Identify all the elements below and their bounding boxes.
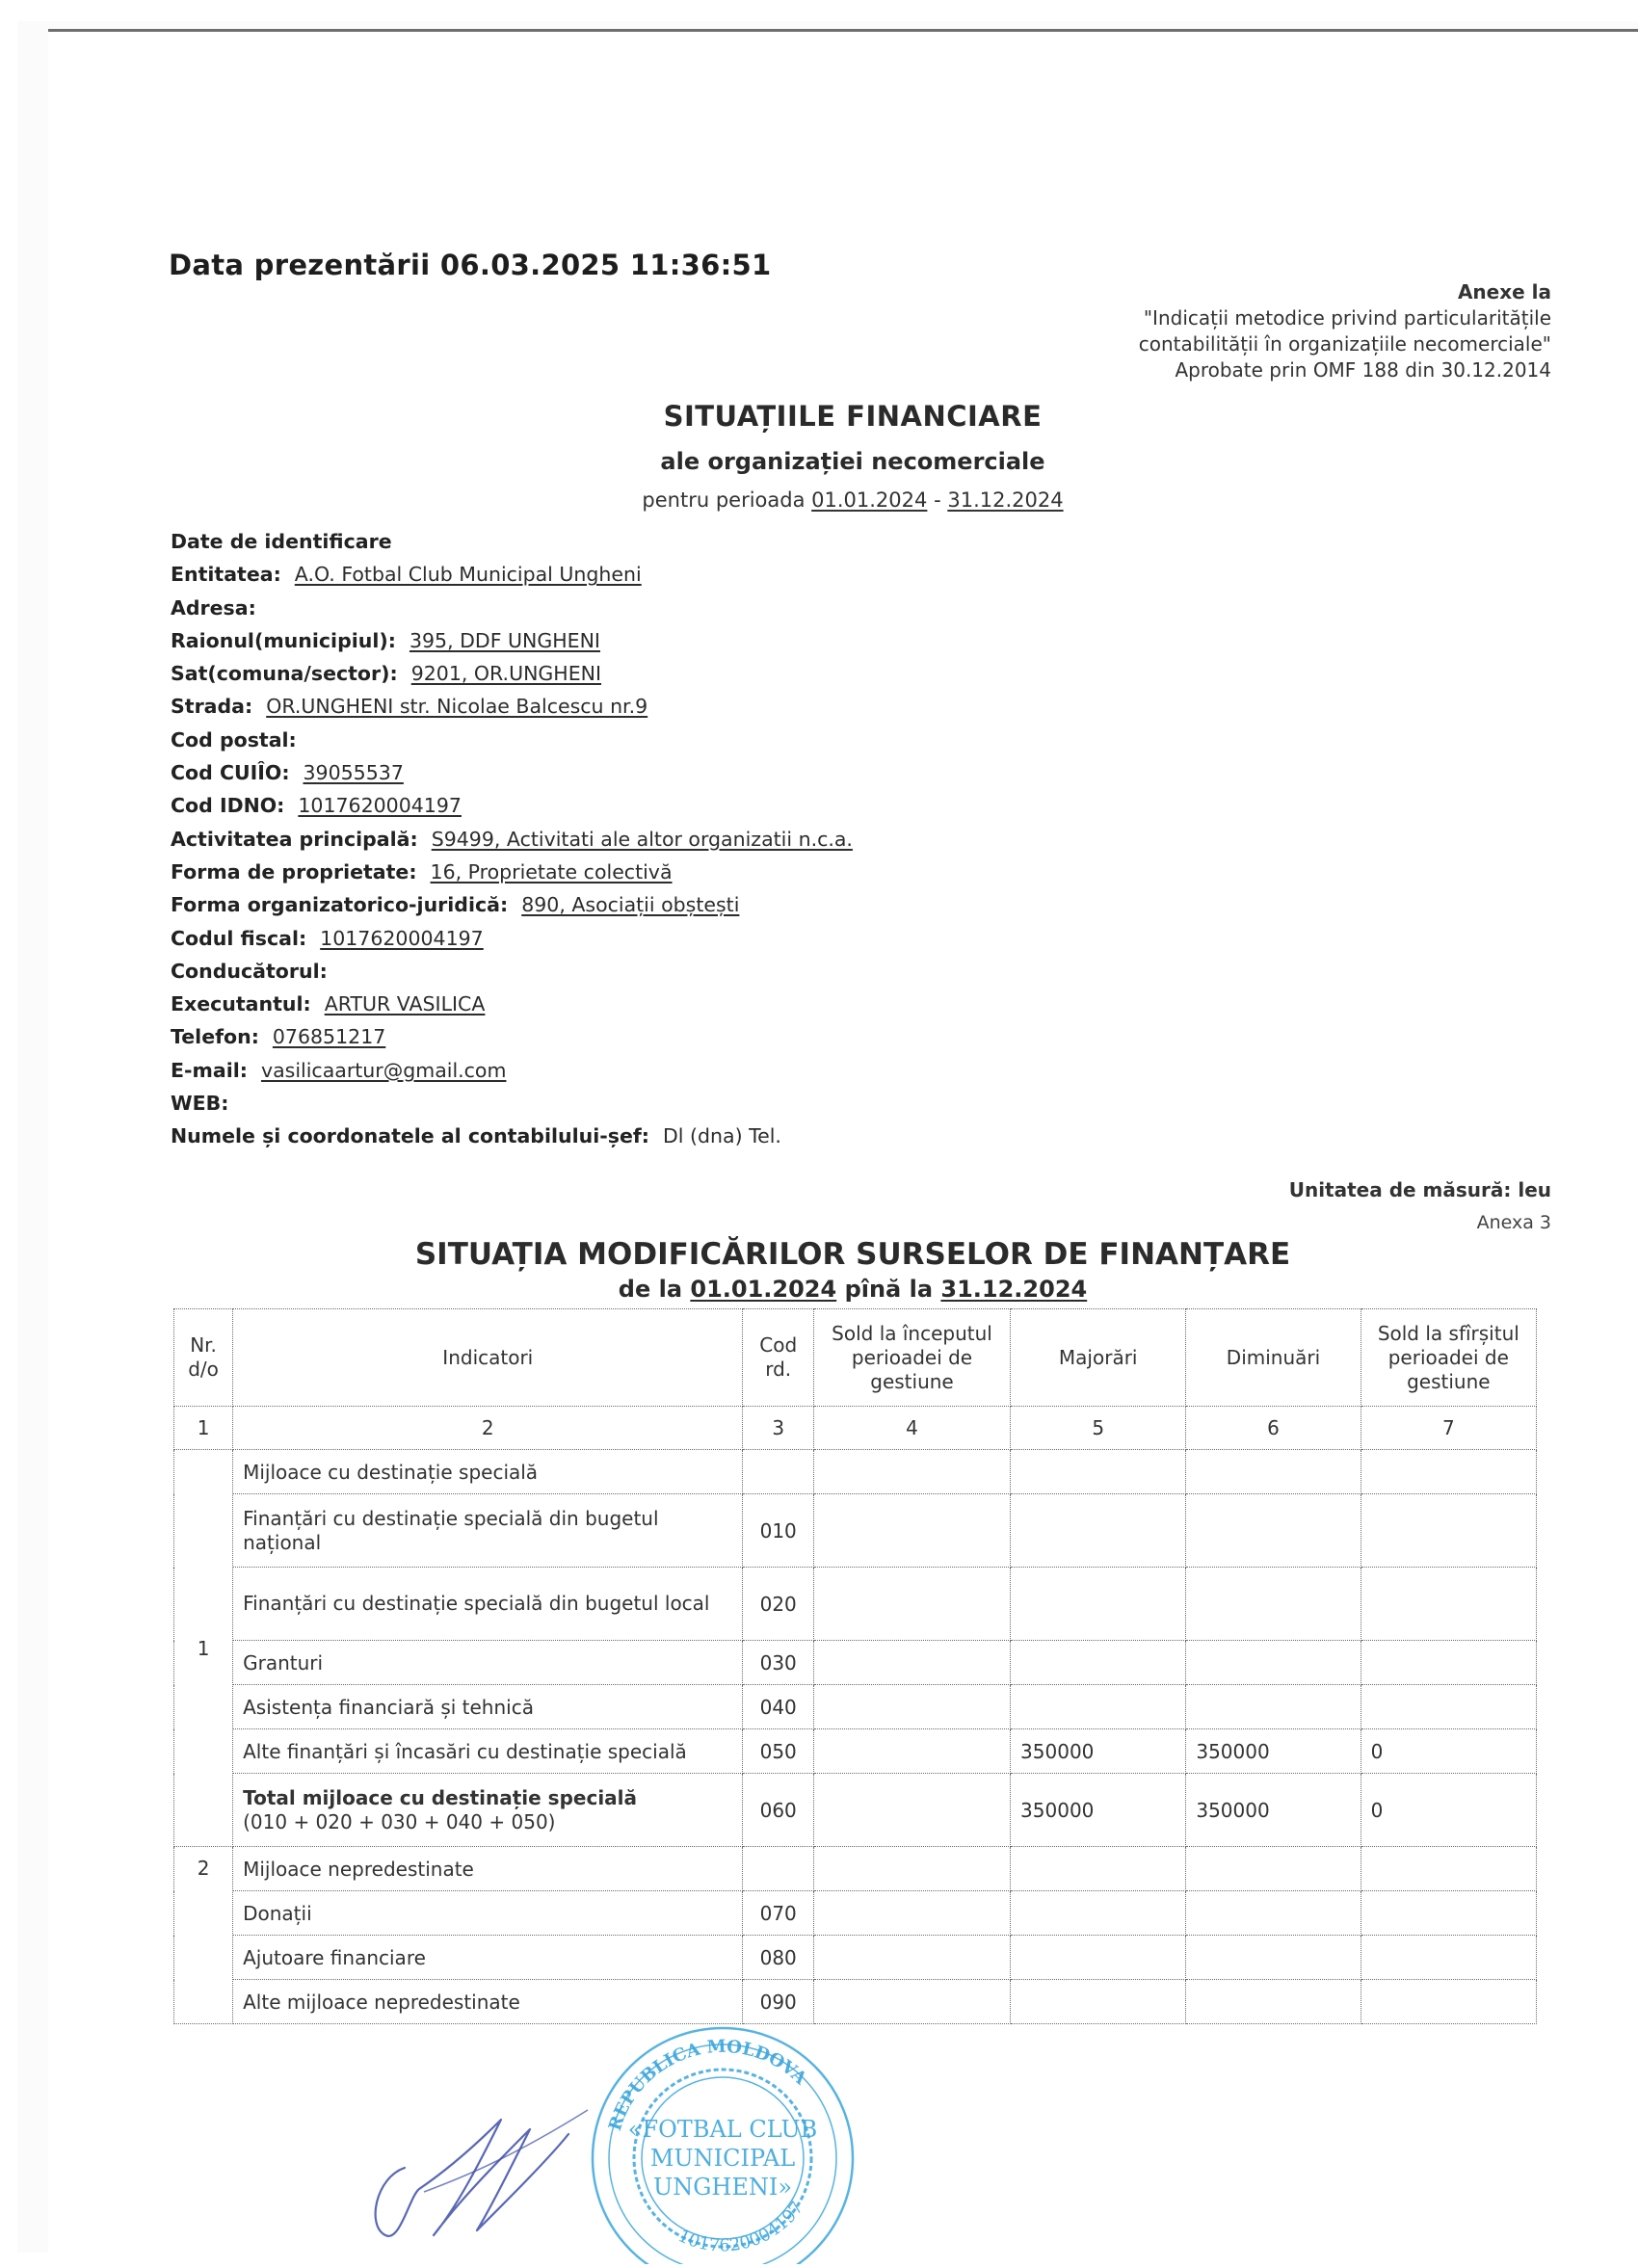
total-formula: (010 + 020 + 030 + 040 + 050)	[243, 1809, 556, 1833]
field-phone: Telefon: 076851217	[171, 1025, 386, 1049]
field-director: Conducătorul:	[171, 959, 328, 983]
document-subtitle: ale organizației necomerciale	[660, 448, 1045, 475]
financing-sources-table	[173, 1308, 1537, 2024]
reporting-period: pentru perioada 01.01.2024 - 31.12.2024	[642, 488, 1064, 512]
annex-title: Anexe la	[1457, 280, 1551, 303]
col-header-nr: Nr. d/o	[174, 1309, 233, 1407]
period-start: 01.01.2024	[811, 488, 928, 512]
table-row: Asistența financiară și tehnică 040	[174, 1685, 1537, 1729]
increases-value: 350000	[1011, 1729, 1186, 1774]
field-entity: Entitatea: A.O. Fotbal Club Municipal Ungheni	[171, 563, 642, 587]
table-row: Finanțări cu destinație specială din bugetul local 020	[174, 1568, 1537, 1641]
document-title: SITUAȚIILE FINANCIARE	[663, 400, 1043, 433]
col-header-opening-balance: Sold la începutul perioadei de gestiune	[813, 1309, 1010, 1407]
total-label: Total mijloace cu destinație specială	[243, 1785, 638, 1809]
decreases-value: 350000	[1186, 1729, 1361, 1774]
annex-reference	[1139, 279, 1551, 383]
field-ownership-form: Forma de proprietate: 16, Proprietate colectivă	[171, 859, 673, 883]
unit-of-measure: Unitatea de măsură: leu	[1288, 1178, 1551, 1201]
field-main-activity: Activitatea principală: S9499, Activitati ale altor organizatii n.c.a.	[171, 827, 853, 851]
section-heading: Mijloace nepredestinate	[233, 1847, 743, 1891]
field-cuiio: Cod CUIÎO: 39055537	[171, 761, 404, 785]
field-postal-code: Cod postal:	[171, 727, 297, 752]
closing-value: 0	[1361, 1729, 1536, 1774]
svg-text:REPUBLICA MOLDOVA: REPUBLICA MOLDOVA	[605, 2036, 811, 2134]
field-executor: Executantul: ARTUR VASILICA	[171, 992, 486, 1016]
table-row: Granturi 030	[174, 1641, 1537, 1685]
section-heading-row	[174, 1847, 1537, 1891]
col-header-closing-balance: Sold la sfîrșitul perioadei de gestiune	[1361, 1309, 1536, 1407]
field-street: Strada: OR.UNGHENI str. Nicolae Balcescu nr.9	[171, 695, 648, 719]
annex-number: Anexa 3	[1476, 1212, 1551, 1233]
field-email: E-mail: vasilicaartur@gmail.com	[171, 1058, 507, 1082]
annex-line-2: contabilității în organizațiile necomerciale"	[1138, 332, 1551, 356]
col-header-decreases: Diminuări	[1186, 1309, 1361, 1407]
field-fiscal-code: Codul fiscal: 1017620004197	[171, 926, 484, 950]
total-decreases: 350000	[1186, 1774, 1361, 1847]
identification-section	[171, 525, 853, 1153]
statement-period: de la 01.01.2024 pînă la 31.12.2024	[618, 1276, 1088, 1303]
field-village: Sat(comuna/sector): 9201, OR.UNGHENI	[171, 662, 602, 686]
table-row: Ajutoare financiare 080	[174, 1936, 1537, 1980]
col-header-indicators: Indicatori	[233, 1309, 743, 1407]
section-number: 1	[174, 1450, 233, 1847]
presentation-date: Data prezentării 06.03.2025 11:36:51	[169, 249, 772, 281]
column-number-row: 1 2 3 4 5 6 7	[174, 1407, 1537, 1450]
section-heading-row	[174, 1450, 1537, 1494]
field-address: Adresa:	[171, 595, 256, 620]
annex-line-1: "Indicații metodice privind particularitățile	[1143, 306, 1551, 330]
table-row: Alte finanțări și încasări cu destinație specială 050 350000 350000 0	[174, 1729, 1537, 1774]
col-header-increases: Majorări	[1011, 1309, 1186, 1407]
official-stamp	[578, 2014, 867, 2268]
table-row: Donații 070	[174, 1891, 1537, 1936]
field-idno: Cod IDNO: 1017620004197	[171, 794, 462, 818]
section-heading: Mijloace cu destinație specială	[233, 1450, 743, 1494]
svg-text:MUNICIPAL: MUNICIPAL	[649, 2145, 796, 2172]
annex-line-3: Aprobate prin OMF 188 din 30.12.2014	[1175, 358, 1551, 382]
total-closing: 0	[1361, 1774, 1536, 1847]
table-header-row	[174, 1309, 1537, 1407]
identification-heading: Date de identificare	[171, 530, 392, 553]
field-chief-accountant: Numele și coordonatele al contabilului-șef: Dl (dna) Tel.	[171, 1124, 781, 1148]
total-row: Total mijloace cu destinație specială (010 + 020 + 030 + 040 + 050) 060 350000 350000 0	[174, 1774, 1537, 1847]
field-web: WEB:	[171, 1092, 229, 1116]
statement-title: SITUAȚIA MODIFICĂRILOR SURSELOR DE FINANȚARE	[414, 1237, 1291, 1272]
section-number: 2	[174, 1847, 233, 2024]
field-district: Raionul(municipiul): 395, DDF UNGHENI	[171, 628, 600, 652]
table-row: Finanțări cu destinație specială din bugetul național 010	[174, 1494, 1537, 1568]
svg-text:UNGHENI»: UNGHENI»	[652, 2174, 793, 2201]
svg-text:«FOTBAL CLUB: «FOTBAL CLUB	[627, 2116, 818, 2143]
table-row: Alte mijloace nepredestinate 090	[174, 1980, 1537, 2024]
period-end: 31.12.2024	[947, 488, 1064, 512]
svg-text:1017620004197: 1017620004197	[674, 2198, 808, 2256]
total-increases: 350000	[1011, 1774, 1186, 1847]
field-legal-form: Forma organizatorico-juridică: 890, Asociații obștești	[171, 893, 740, 917]
col-header-code: Cod rd.	[743, 1309, 814, 1407]
